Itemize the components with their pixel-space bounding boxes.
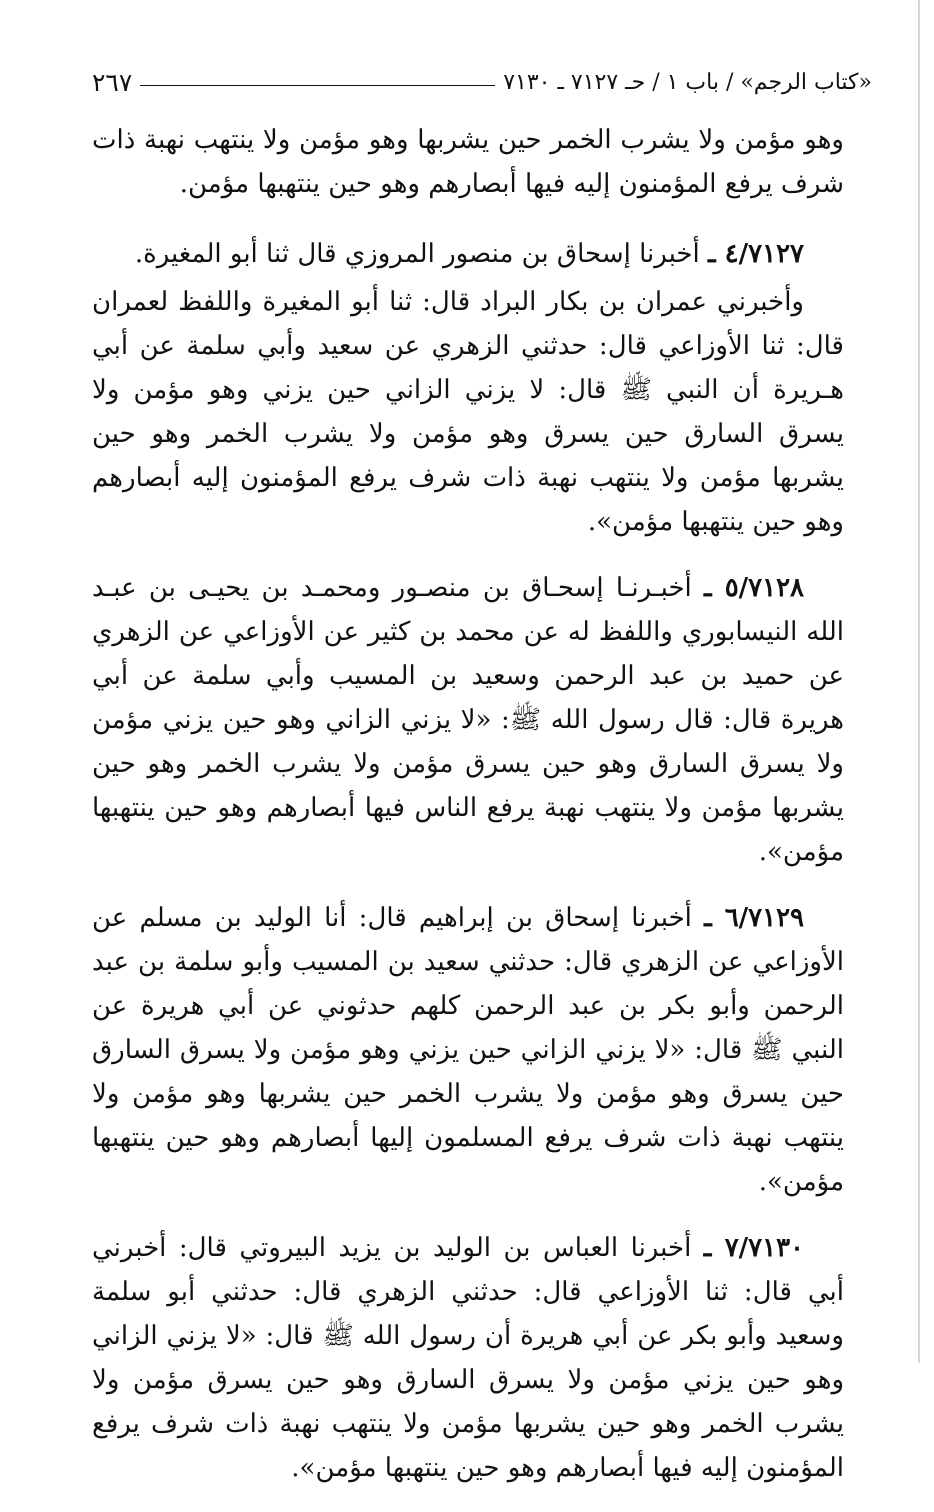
hadith-number: ٧/٧١٣٠ ـ [703, 1233, 805, 1263]
paragraph-text: أخبرنا إسحاق بن إبراهيم قال: أنا الوليد بن مسلم عن الأوزاعي عن الزهري قال: حدثني سعيد بن المسيب وأبو سلمة بن عبد الرحمن وأبو بكر بن عبد الرحمن كلهم حدثوني عن أبي هريرة عن النبي ﷺ قال: «لا يزني الزاني حين يزني وهو مؤمن ولا يسرق السارق حين يسرق وهو مؤمن ولا يشرب الخمر حين يشربها وهو مؤمن ولا ينتهب نهبة ذات شرف يرفع المسلمون إليها أبصارهم وهو حين ينتهبها مؤمن». [92, 903, 844, 1197]
paragraph-text: أخبـرنـا إسحـاق بن منصـور ومحمـد بن يحيـى بن عبـد الله النيسابوري واللفظ له عن محمد بن كثير عن الأوزاعي عن الزهري عن حميد بن عبد الرحمن وسعيد بن المسيب وأبي سلمة عن أبي هريرة قال: قال رسول الله ﷺ: «لا يزني الزاني وهو حين يزني مؤمن ولا يسرق السارق وهو حين يسرق مؤمن ولا يشرب الخمر وهو حين يشربها مؤمن ولا ينتهب نهبة يرفع الناس فيها أبصارهم وهو حين ينتهبها مؤمن». [92, 573, 844, 867]
hadith-7127-chain-a [92, 232, 844, 276]
paragraph-text: وهو مؤمن ولا يشرب الخمر حين يشربها وهو مؤمن ولا ينتهب نهبة ذات شرف يرفع المؤمنون إليه فيها أبصارهم وهو حين ينتهبها مؤمن. [92, 125, 844, 199]
continued-paragraph [92, 118, 844, 206]
hadith-7128 [92, 566, 844, 874]
page-body [92, 118, 844, 1512]
page-number: ٢٦٧ [92, 67, 133, 97]
hadith-number: ٤/٧١٢٧ ـ [708, 239, 804, 269]
hadith-7129 [92, 896, 844, 1204]
hadith-7130 [92, 1226, 844, 1490]
scan-edge-line [918, 0, 920, 1363]
paragraph-text: أخبرنا إسحاق بن منصور المروزي قال ثنا أبو المغيرة. [134, 239, 700, 269]
hadith-7127-chain-b [92, 280, 844, 544]
paragraph-text: وأخبرني عمران بن بكار البراد قال: ثنا أبو المغيرة واللفظ لعمران قال: ثنا الأوزاعي قال: حدثني الزهري عن سعيد وأبي سلمة عن أبي هـريرة أن النبي ﷺ قال: لا يزني الزاني حين يزني وهو مؤمن ولا يسرق السارق حين يسرق وهو مؤمن ولا يشرب الخمر وهو حين يشربها مؤمن ولا ينتهب نهبة ذات شرف يرفع المؤمنون إليه أبصارهم وهو حين ينتهبها مؤمن». [92, 287, 844, 537]
running-head: «كتاب الرجم» / باب ١ / حـ ٧١٢٧ ـ ٧١٣٠ [503, 69, 872, 95]
hadith-number: ٥/٧١٢٨ ـ [704, 573, 805, 603]
hadith-number: ٦/٧١٢٩ ـ [704, 903, 805, 933]
page-header [92, 62, 872, 102]
paragraph-text: أخبرنا العباس بن الوليد بن يزيد البيروتي قال: أخبرني أبي قال: ثنا الأوزاعي قال: حدثني الزهري قال: حدثني أبو سلمة وسعيد وأبو بكر عن أبي هريرة أن رسول الله ﷺ قال: «لا يزني الزاني وهو حين يزني مؤمن ولا يسرق السارق وهو حين يسرق مؤمن ولا يشرب الخمر وهو حين يشربها مؤمن ولا ينتهب نهبة ذات شرف يرفع المؤمنون إليه فيها أبصارهم وهو حين ينتهبها مؤمن». [92, 1233, 844, 1483]
header-rule [140, 85, 495, 86]
